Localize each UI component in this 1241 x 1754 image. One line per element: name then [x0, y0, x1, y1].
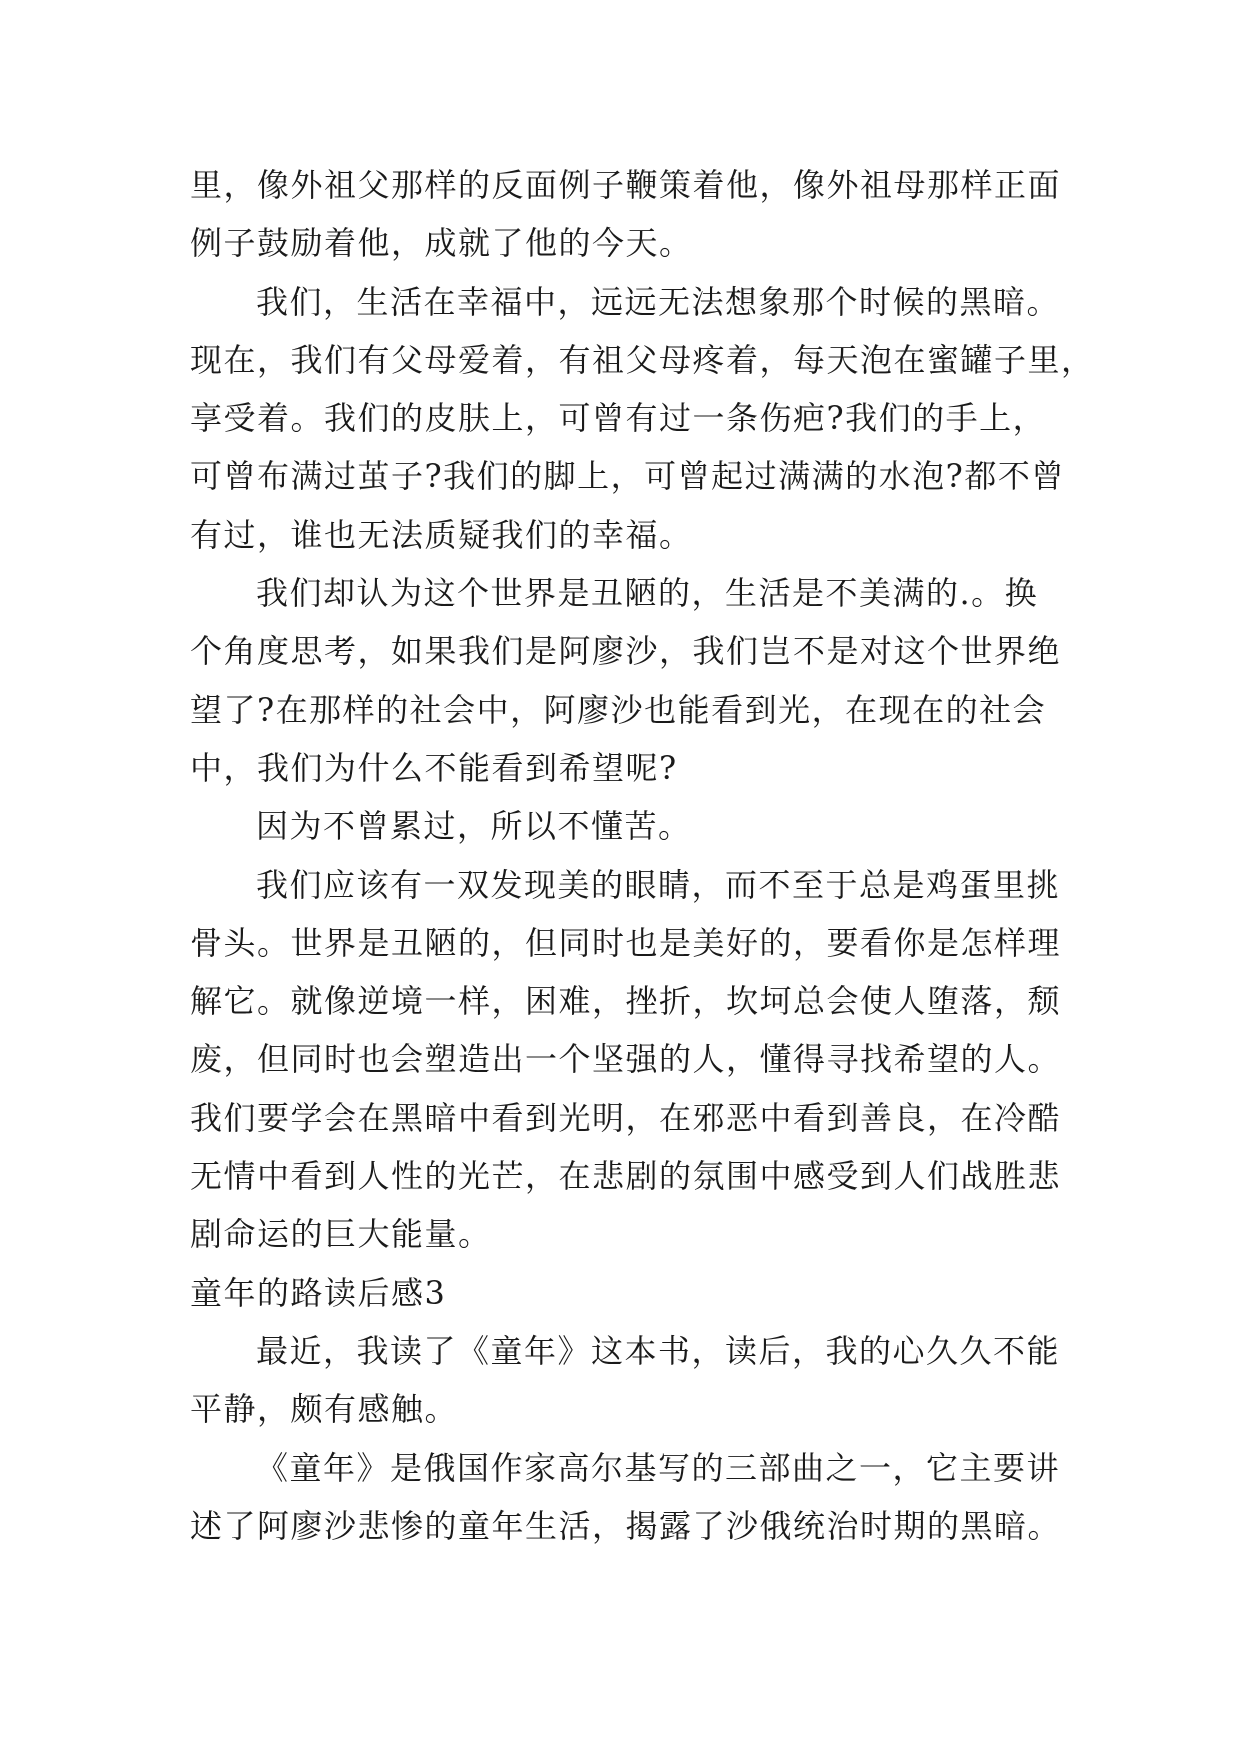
text-line: 剧命运的巨大能量。	[190, 1215, 492, 1254]
text-line: 可曾布满过茧子?我们的脚上，可曾起过满满的水泡?都不曾	[190, 457, 1065, 496]
text-line: 望了?在那样的社会中，阿廖沙也能看到光，在现在的社会	[190, 690, 1047, 729]
text-line: 享受着。我们的皮肤上，可曾有过一条伤疤?我们的手上，	[190, 399, 1047, 438]
text-line: 例子鼓励着他，成就了他的今天。	[190, 224, 693, 263]
text-line: 骨头。世界是丑陋的，但同时也是美好的，要看你是怎样理	[190, 923, 1062, 962]
text-line: 解它。就像逆境一样，困难，挫折，坎坷总会使人堕落，颓	[190, 982, 1062, 1021]
text-line: 无情中看到人性的光芒，在悲剧的氛围中感受到人们战胜悲	[190, 1157, 1062, 1196]
document-body	[190, 156, 1095, 1555]
text-line: 中，我们为什么不能看到希望呢?	[190, 748, 678, 787]
text-line: 个角度思考，如果我们是阿廖沙，我们岂不是对这个世界绝	[190, 632, 1062, 671]
text-line: 里，像外祖父那样的反面例子鞭策着他，像外祖母那样正面	[190, 166, 1062, 204]
text-line: 《童年》是俄国作家高尔基写的三部曲之一，它主要讲	[256, 1448, 1061, 1487]
text-line: 我们却认为这个世界是丑陋的，生活是不美满的.。换	[256, 574, 1039, 613]
text-line: 述了阿廖沙悲惨的童年生活，揭露了沙俄统治时期的黑暗。	[190, 1506, 1062, 1545]
text-line: 最近，我读了《童年》这本书，读后，我的心久久不能	[256, 1331, 1061, 1370]
text-line: 废，但同时也会塑造出一个坚强的人，懂得寻找希望的人。	[190, 1040, 1062, 1079]
text-line: 因为不曾累过，所以不懂苦。	[256, 807, 692, 846]
text-line: 我们，生活在幸福中，远远无法想象那个时候的黑暗。	[256, 282, 1061, 321]
text-line: 我们要学会在黑暗中看到光明，在邪恶中看到善良，在冷酷	[190, 1098, 1062, 1137]
text-line: 平静，颇有感触。	[190, 1390, 459, 1429]
text-line: 我们应该有一双发现美的眼睛，而不至于总是鸡蛋里挑	[256, 865, 1061, 904]
text-line: 现在，我们有父母爱着，有祖父母疼着，每天泡在蜜罐子里，	[190, 340, 1095, 379]
section-heading: 童年的路读后感3	[190, 1273, 447, 1312]
text-line: 有过，谁也无法质疑我们的幸福。	[190, 515, 693, 554]
